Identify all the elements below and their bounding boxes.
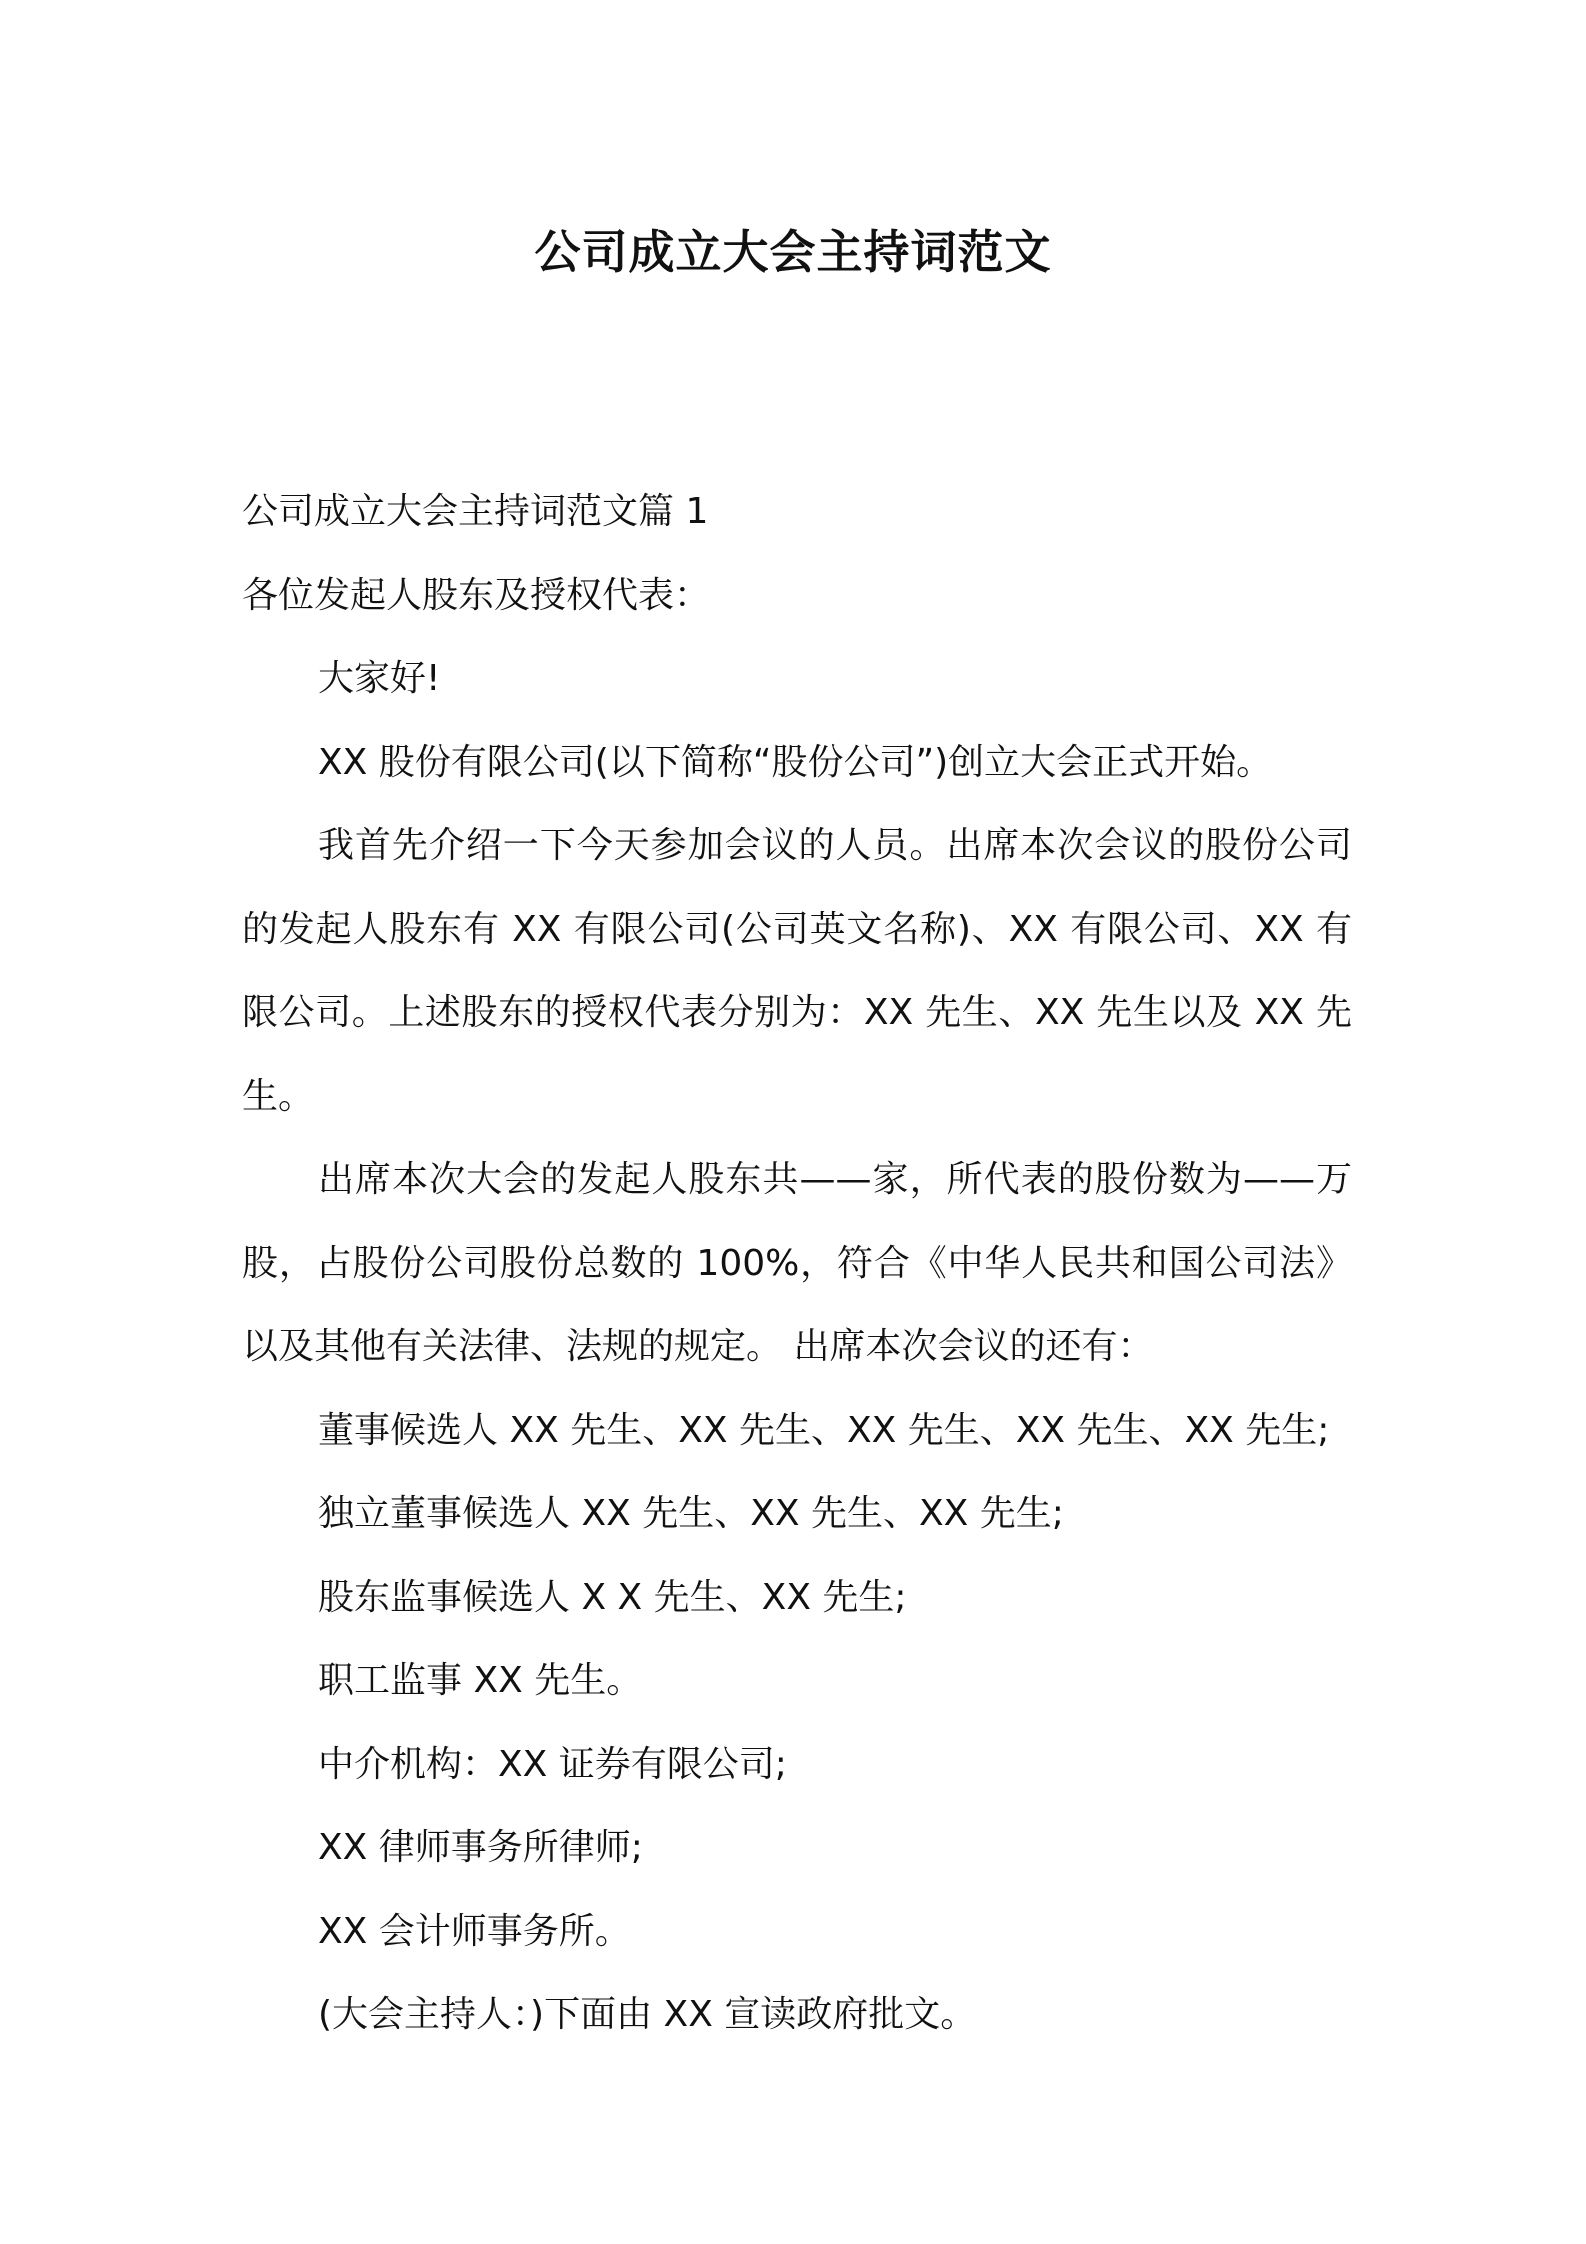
attendee-line: 中介机构：XX 证券有限公司;: [318, 1743, 787, 1785]
document-body: [242, 470, 1352, 2057]
paragraph-attendees-intro: 我首先介绍一下今天参加会议的人员。出席本次会议的股份公司的发起人股东有 XX 有限公司(公司英文名称)、XX 有限公司、XX 有限公司。上述股东的授权代表分别为：XX 先生、XX 先生以及 XX 先生。: [242, 825, 1352, 1117]
attendee-line: 董事候选人 XX 先生、XX 先生、XX 先生、XX 先生、XX 先生;: [318, 1409, 1330, 1451]
attendee-line: XX 会计师事务所。: [318, 1910, 631, 1952]
paragraph-shareholders: 出席本次大会的发起人股东共——家，所代表的股份数为——万股，占股份公司股份总数的 100%，符合《中华人民共和国公司法》以及其他有关法律、法规的规定。 出席本次会议的还有：: [242, 1159, 1352, 1367]
attendee-line: 股东监事候选人 X X 先生、XX 先生;: [318, 1576, 907, 1618]
attendee-line: 职工监事 XX 先生。: [318, 1660, 643, 1701]
document-title: 公司成立大会主持词范文: [534, 225, 1052, 279]
paragraph-opening: XX 股份有限公司(以下简称“股份公司”)创立大会正式开始。: [318, 741, 1273, 783]
attendee-line: (大会主持人：)下面由 XX 宣读政府批文。: [318, 1994, 977, 2035]
attendee-line: XX 律师事务所律师;: [318, 1827, 643, 1868]
section-heading: 公司成立大会主持词范文篇 1: [242, 491, 709, 532]
attendee-line: 独立董事候选人 XX 先生、XX 先生、XX 先生;: [318, 1493, 1064, 1534]
greeting: 大家好!: [318, 658, 441, 699]
salutation: 各位发起人股东及授权代表：: [242, 574, 711, 616]
